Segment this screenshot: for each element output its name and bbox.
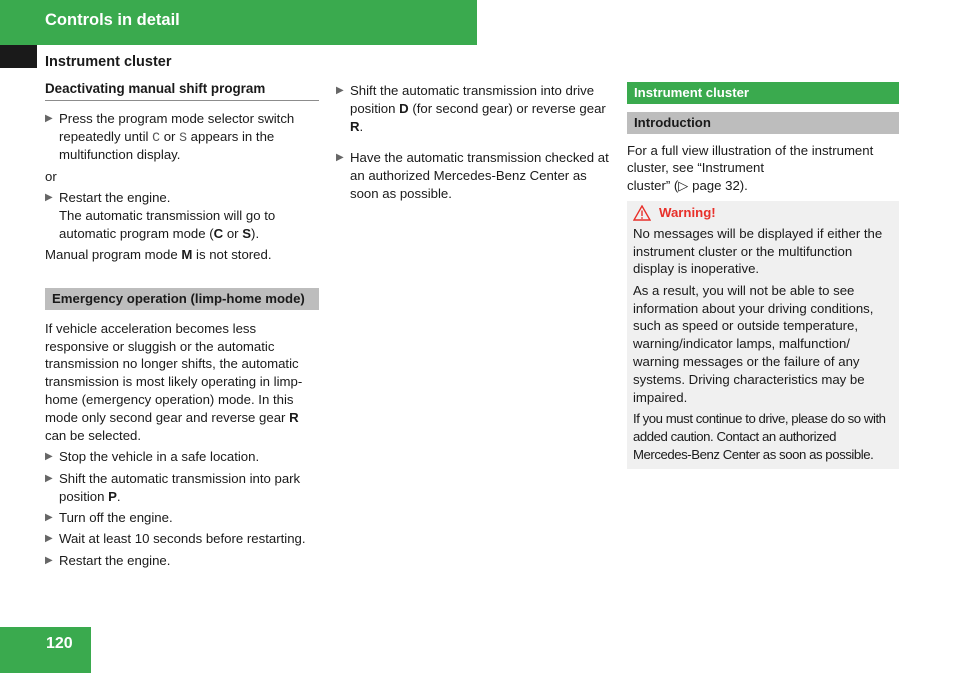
step-text: appears in the multifunction display. — [59, 128, 275, 163]
step-text: The automatic transmission will go to automatic program mode ( — [59, 207, 276, 241]
subsection-heading: Deactivating manual shift program — [45, 80, 319, 101]
instruction-step: ▶ Shift the automatic transmission into park position P. — [45, 470, 301, 504]
column-left — [45, 80, 319, 573]
chapter-header-bar — [0, 0, 477, 45]
introduction-heading: Introduction — [627, 112, 899, 134]
bold-letter: S — [242, 225, 252, 241]
instruction-step: ▶ Have the automatic transmission checked at an authorized Mercedes-Benz Center as soon as possible. — [336, 150, 609, 201]
triangle-bullet-icon: ▶ — [45, 451, 53, 463]
warning-paragraph: No messages will be displayed if either the instrument cluster or the multifunction display is inoperative. — [633, 225, 883, 277]
triangle-bullet-icon: ▶ — [45, 533, 53, 545]
emergency-paragraph: If vehicle acceleration becomes less responsive or sluggish or the automatic transmission no longer shifts, the automatic transmission is most likely operating in limp-home (emergency operation) mode. In this mode only second gear and reverse gear R can be selected. — [45, 320, 303, 443]
triangle-bullet-icon: ▶ — [45, 554, 53, 566]
triangle-bullet-icon: ▶ — [45, 511, 53, 523]
section-title: Instrument cluster — [45, 54, 172, 70]
section-marker — [0, 45, 37, 68]
triangle-bullet-icon: ▶ — [45, 192, 53, 204]
triangle-bullet-icon: ▶ — [336, 152, 344, 164]
page-ref-arrow-icon: ▷ — [678, 178, 689, 194]
display-symbol: C — [152, 129, 161, 145]
warning-paragraph: As a result, you will not be able to see information about your driving conditions, such as speed or outside temperature, warning/indicator lamps, malfunction/ warning messages or the failure of any systems. Driving characteristics may be impaired. — [633, 282, 874, 405]
instruction-step — [45, 189, 319, 242]
step-text: Press the program mode selector switch repeatedly until — [59, 110, 295, 144]
emergency-heading: Emergency operation (limp-home mode) — [45, 288, 319, 310]
intro-paragraph: For a full view illustration of the instrument cluster, see “Instrument cluster” (▷ page 32). — [627, 142, 874, 194]
step-text: ). — [251, 225, 260, 241]
triangle-bullet-icon: ▶ — [45, 472, 53, 484]
display-symbol: S — [179, 129, 188, 145]
step-text: Restart the engine. — [59, 190, 171, 206]
column-right — [627, 82, 899, 469]
instruction-step — [45, 110, 319, 164]
instrument-cluster-heading: Instrument cluster — [627, 82, 899, 104]
step-text: or — [160, 128, 180, 144]
instruction-step: ▶ Stop the vehicle in a safe location. — [45, 449, 260, 465]
warning-paragraph: If you must continue to drive, please do so with added caution. Contact an authorized Mercedes-Benz Center as soon as possible. — [633, 410, 886, 462]
bold-letter: C — [213, 225, 224, 241]
warning-triangle-icon — [633, 205, 651, 221]
instruction-step: ▶ Wait at least 10 seconds before restarting. — [45, 531, 306, 547]
warning-title: Warning! — [659, 204, 716, 220]
note-text: Manual program mode M is not stored. — [45, 247, 272, 263]
page-number-box — [0, 627, 91, 673]
instruction-step: ▶ Turn off the engine. — [45, 509, 173, 525]
instruction-step: ▶ Shift the automatic transmission into drive position D (for second gear) or reverse gear R. — [336, 83, 606, 134]
or-text: or — [45, 168, 57, 184]
step-text: or — [223, 225, 243, 241]
triangle-bullet-icon: ▶ — [336, 85, 344, 96]
chapter-title: Controls in detail — [45, 11, 180, 29]
instruction-step: ▶ Restart the engine. — [45, 552, 171, 568]
warning-box — [627, 201, 899, 469]
triangle-bullet-icon: ▶ — [45, 112, 53, 124]
page-number: 120 — [46, 635, 73, 652]
warning-header — [633, 204, 893, 222]
column-middle — [336, 82, 612, 206]
